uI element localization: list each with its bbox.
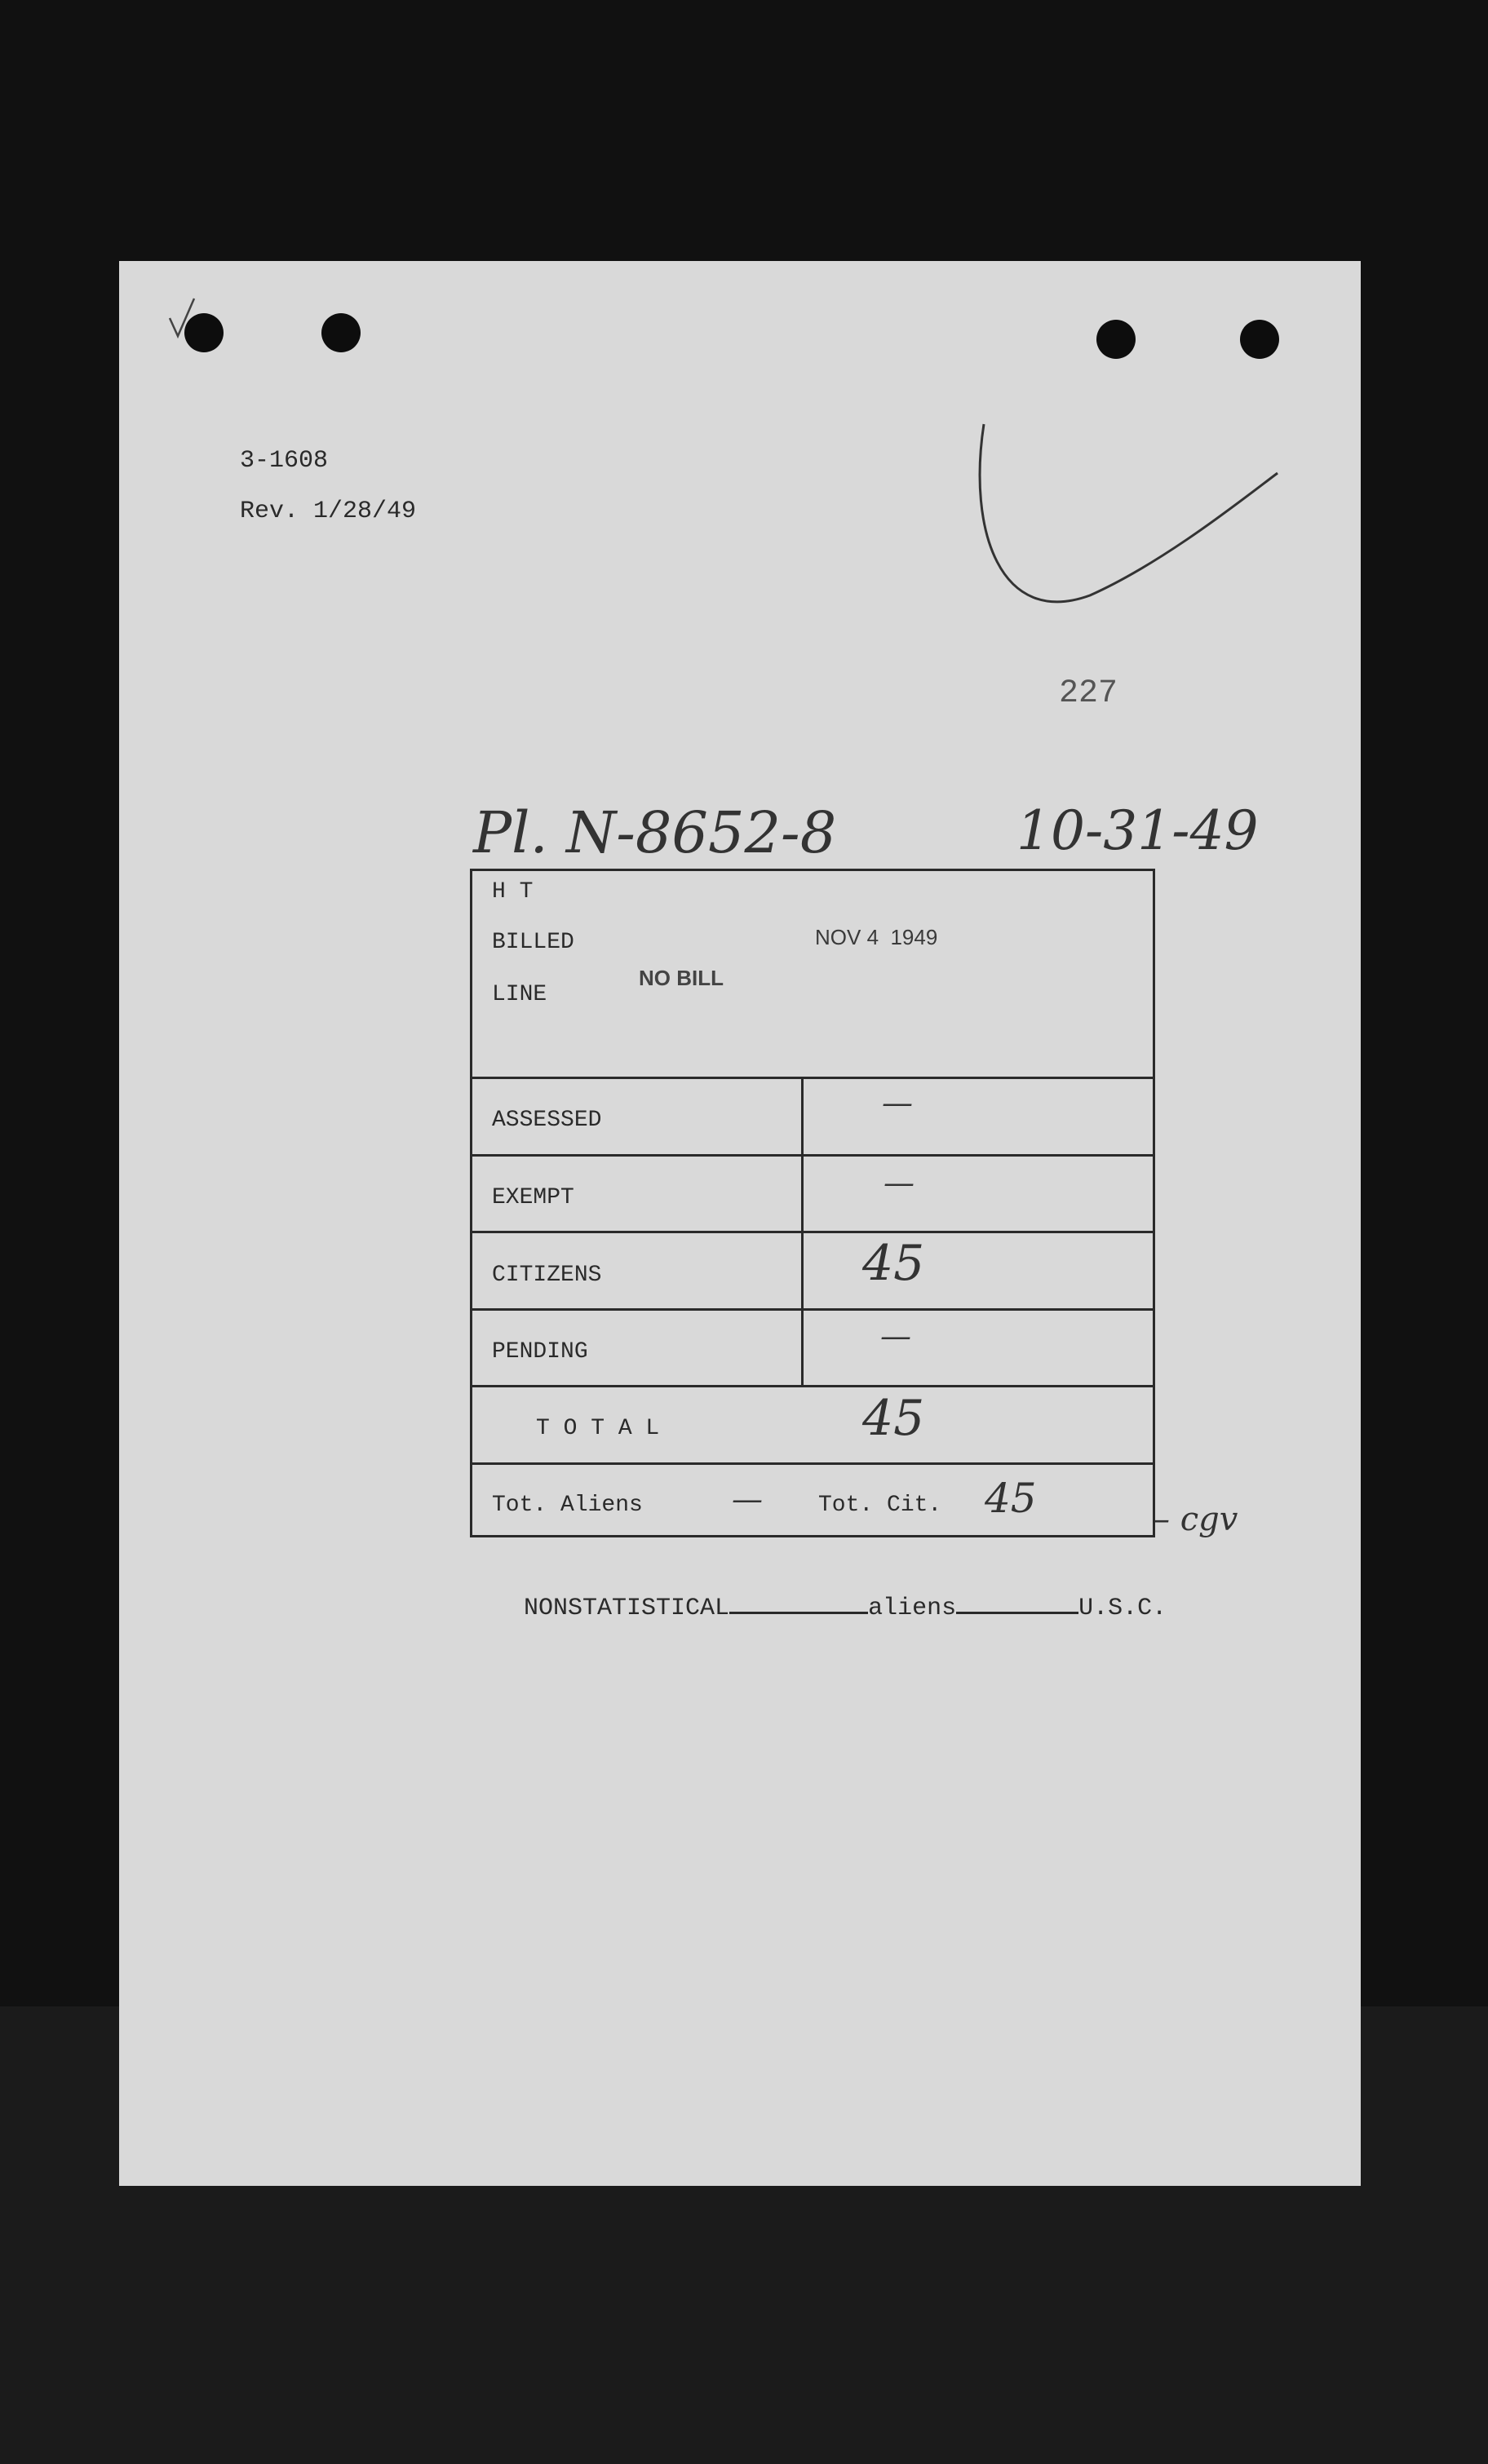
nonstatistical-line: [465, 1564, 1167, 1650]
handwritten-date: 10-31-49: [1016, 799, 1259, 862]
total-value: 45: [862, 1390, 925, 1447]
billed-label: BILLED: [492, 930, 574, 955]
form-column-divider: [801, 1077, 804, 1387]
aliens-blank: [956, 1592, 1078, 1614]
punch-hole: [1240, 320, 1279, 359]
citizens-value: 45: [862, 1235, 925, 1292]
total-label: T O T A L: [536, 1416, 660, 1441]
billed-date-stamp: NOV 4 1949: [815, 925, 938, 949]
form-number: 3-1608: [240, 447, 329, 475]
line-label: LINE: [492, 982, 547, 1007]
assessed-value: —: [882, 1085, 913, 1121]
nonstatistical-label: NONSTATISTICAL: [524, 1595, 730, 1622]
form-divider: [472, 1462, 1153, 1465]
page-number: 227: [1059, 675, 1118, 712]
total-citizens-value: 45: [985, 1475, 1037, 1522]
punch-hole: [1096, 320, 1136, 359]
form-divider: [472, 1077, 1153, 1079]
form-divider: [472, 1308, 1153, 1311]
aliens-label: aliens: [868, 1595, 957, 1622]
punch-hole: [321, 313, 361, 352]
pending-label: PENDING: [492, 1339, 588, 1365]
form-divider: [472, 1231, 1153, 1233]
pending-value: —: [880, 1318, 911, 1354]
ht-label: H T: [492, 879, 534, 905]
small-check-mark-icon: [166, 294, 199, 343]
classification-form: [470, 869, 1155, 1537]
total-aliens-value: —: [732, 1481, 763, 1517]
margin-initials: – cgv: [1154, 1501, 1238, 1538]
total-citizens-label: Tot. Cit.: [818, 1493, 942, 1518]
form-divider: [472, 1385, 1153, 1387]
exempt-label: EXEMPT: [492, 1185, 574, 1210]
form-divider: [472, 1154, 1153, 1157]
exempt-value: —: [884, 1165, 914, 1201]
total-aliens-label: Tot. Aliens: [492, 1493, 643, 1518]
assessed-label: ASSESSED: [492, 1108, 602, 1133]
large-check-mark-icon: [951, 391, 1294, 652]
citizens-label: CITIZENS: [492, 1263, 602, 1288]
certificate-number: Pl. N-8652-8: [473, 799, 837, 866]
revision-date: Rev. 1/28/49: [240, 498, 417, 525]
usc-label: U.S.C.: [1078, 1595, 1167, 1622]
no-bill-stamp: NO BILL: [639, 966, 724, 990]
nonstatistical-blank: [729, 1592, 868, 1614]
